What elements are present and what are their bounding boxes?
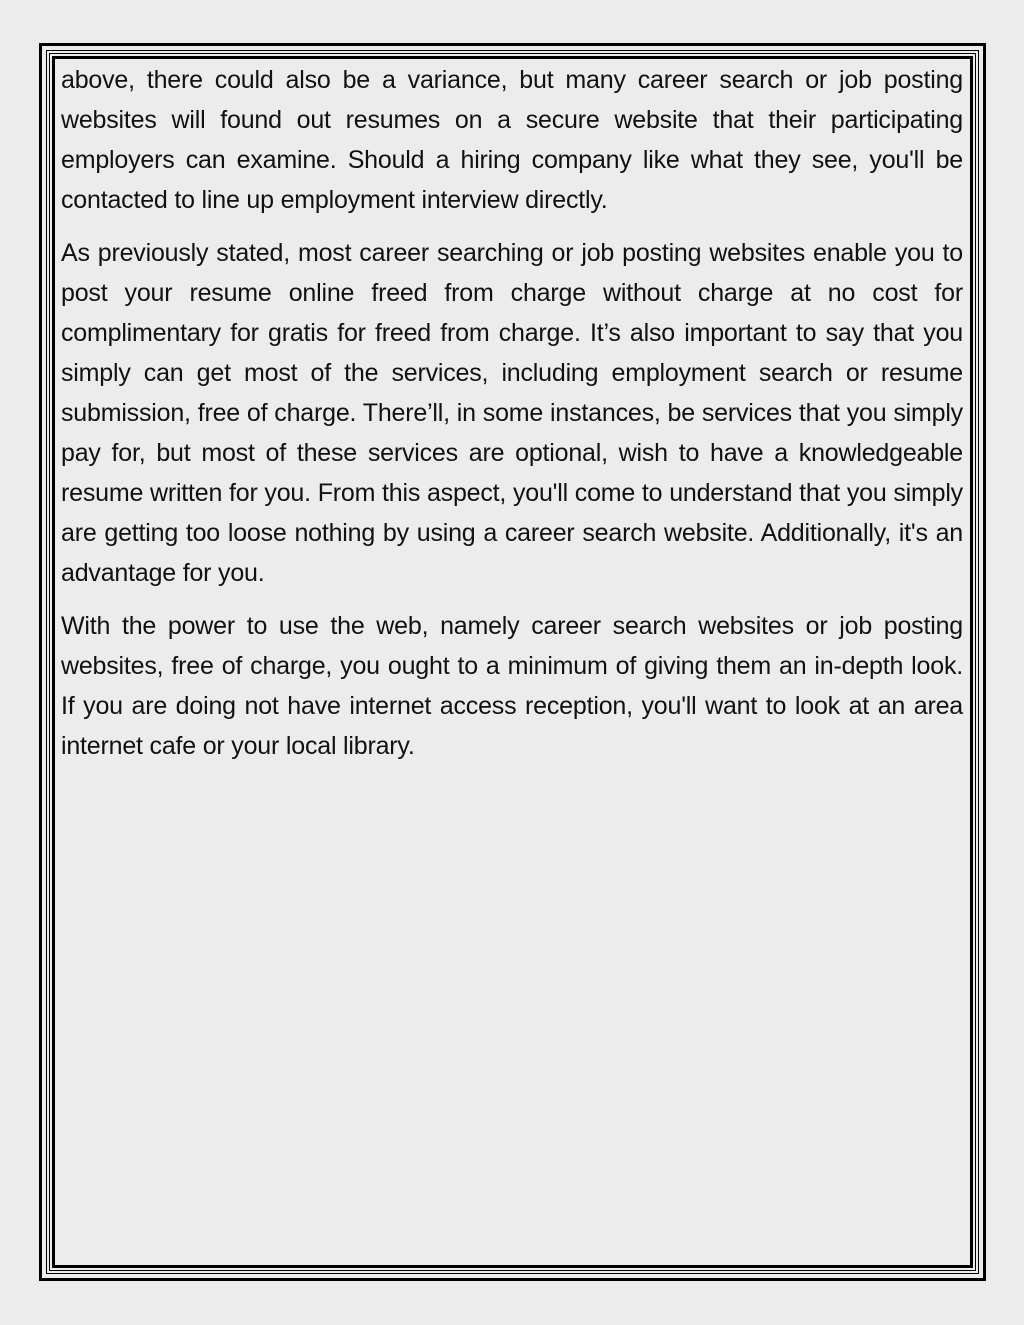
paragraph-3: With the power to use the web, namely career search websites or job posting websites, free of charge, you ought to a minimum of giving them an in-depth look. If you are doing not have internet access reception, you'll want to look at an area internet cafe or your local library. [61, 612, 963, 760]
paragraph-1: above, there could also be a variance, but many career search or job posting websites will found out resumes on a secure website that their participating employers can examine. Should a hiring company like what they see, you'll be contacted to line up employment interview directly. [61, 66, 963, 214]
paragraph-2: As previously stated, most career searching or job posting websites enable you to post your resume online freed from charge without charge at no cost for complimentary for gratis for freed from charge. It’s also important to say that you simply can get most of the services, including employment search or resume submission, free of charge. There’ll, in some instances, be services that you simply pay for, but most of these services are optional, wish to have a knowledgeable resume written for you. From this aspect, you'll come to understand that you simply are getting too loose nothing by using a career search website. Additionally, it's an advantage for you. [61, 239, 963, 587]
document-body [61, 60, 963, 779]
